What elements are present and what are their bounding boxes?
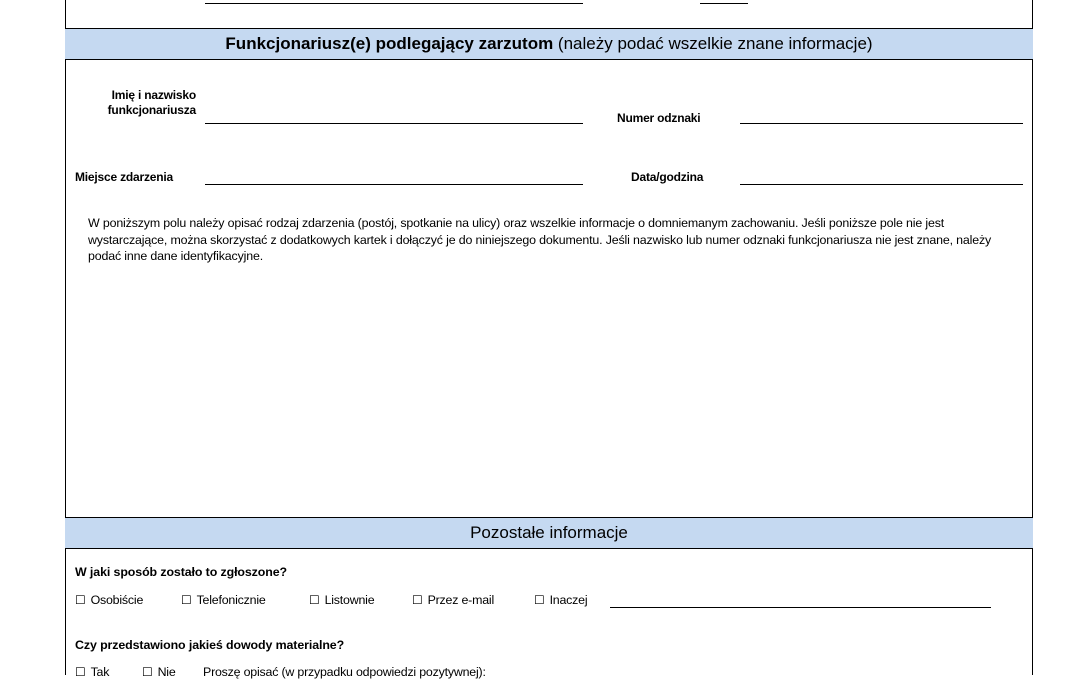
option-email[interactable]: [412, 593, 494, 607]
checkbox-icon[interactable]: ☐: [75, 665, 86, 679]
other-info-section-header: [65, 517, 1033, 549]
incident-place-field[interactable]: [205, 184, 583, 185]
badge-number-label: Numer odznaki: [617, 111, 701, 125]
officer-name-field[interactable]: [205, 123, 583, 124]
checkbox-icon[interactable]: ☐: [75, 593, 86, 607]
officer-name-label-line2: funkcjonariusza: [107, 103, 196, 117]
officer-section-title: Funkcjonariusz(e) podlegający zarzutom: [225, 34, 554, 53]
evidence-describe-label: Proszę opisać (w przypadku odpowiedzi pozytywnej):: [203, 665, 486, 679]
other-method-field[interactable]: [610, 607, 991, 608]
previous-field-line: [205, 3, 583, 4]
option-label: Tak: [90, 665, 110, 679]
option-label: Przez e-mail: [427, 593, 495, 607]
option-yes[interactable]: [75, 665, 109, 679]
checkbox-icon[interactable]: ☐: [412, 593, 423, 607]
officer-name-label-line1: Imię i nazwisko: [111, 88, 196, 102]
option-phone[interactable]: [181, 593, 266, 607]
option-label: Nie: [157, 665, 176, 679]
other-info-section-title: Pozostałe informacje: [470, 523, 628, 542]
badge-number-field[interactable]: [740, 123, 1023, 124]
report-method-question: W jaki sposób zostało to zgłoszone?: [75, 565, 287, 579]
option-other[interactable]: [534, 593, 587, 607]
option-letter[interactable]: [309, 593, 374, 607]
option-in-person[interactable]: [75, 593, 143, 607]
datetime-field[interactable]: [740, 184, 1023, 185]
previous-field-line-right: [700, 3, 748, 4]
officer-section-note: (należy podać wszelkie znane informacje): [553, 34, 873, 53]
officer-section-header: [65, 28, 1033, 60]
description-instructions: W poniższym polu należy opisać rodzaj zdarzenia (postój, spotkanie na ulicy) oraz wszelkie informacje o domniemanym zachowaniu. Jeśli poniższe pole nie jest wystarczające, można skorzystać z dodatkowych kartek i dołączyć je do niniejszego dokumentu. Jeśli nazwisko lub numer odznaki funkcjonariusza nie jest znane, należy podać inne dane identyfikacyjne.: [88, 216, 992, 263]
evidence-question: Czy przedstawiono jakieś dowody materialne?: [75, 638, 345, 652]
option-label: Osobiście: [90, 593, 144, 607]
checkbox-icon[interactable]: ☐: [309, 593, 320, 607]
option-no[interactable]: [142, 665, 176, 679]
option-label: Inaczej: [549, 593, 588, 607]
checkbox-icon[interactable]: ☐: [142, 665, 153, 679]
option-label: Listownie: [324, 593, 375, 607]
form-border-left: [65, 0, 66, 675]
datetime-label: Data/godzina: [631, 170, 704, 184]
form-border-right: [1032, 0, 1033, 675]
checkbox-icon[interactable]: ☐: [181, 593, 192, 607]
officer-name-label: [82, 88, 196, 118]
description-text-area[interactable]: [75, 285, 1023, 510]
option-label: Telefonicznie: [196, 593, 266, 607]
checkbox-icon[interactable]: ☐: [534, 593, 545, 607]
incident-place-label: Miejsce zdarzenia: [75, 170, 173, 184]
